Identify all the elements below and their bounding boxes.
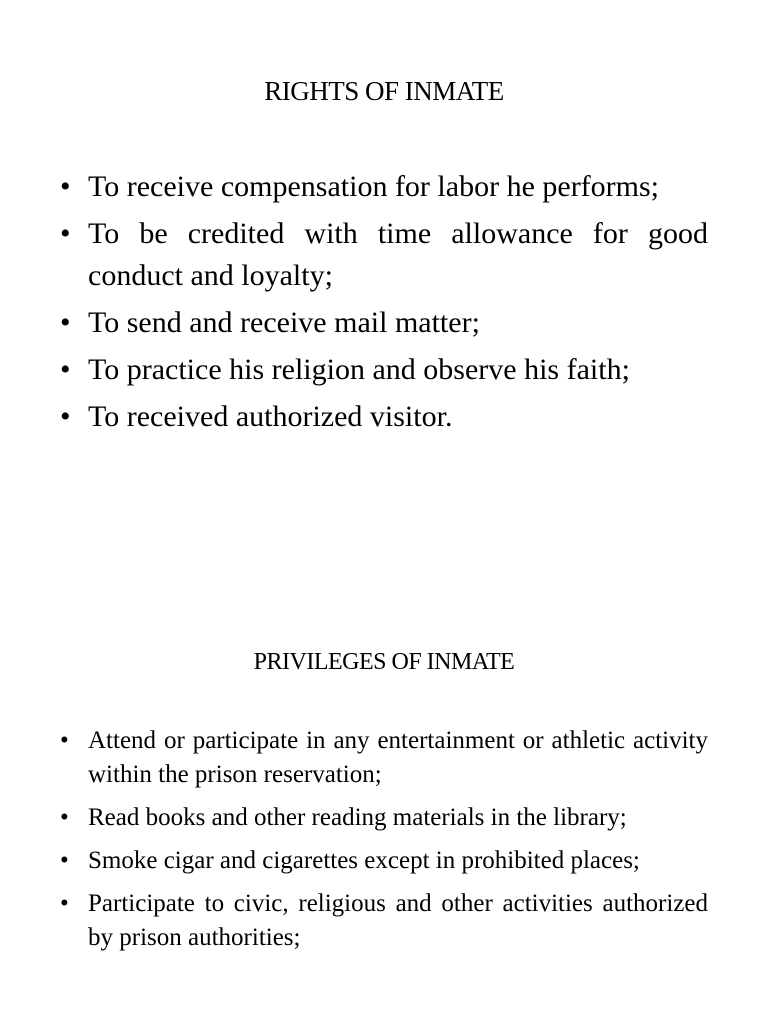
bullet-icon: • xyxy=(60,890,69,917)
bullet-icon: • xyxy=(60,306,71,339)
privileges-item-text: Attend or participate in any entertainment or athletic activity within the prison reservation; xyxy=(88,727,708,788)
rights-item-text: To received authorized visitor. xyxy=(88,400,453,433)
rights-heading: RIGHTS OF INMATE xyxy=(264,76,504,106)
list-item xyxy=(60,396,708,438)
list-item xyxy=(60,801,708,835)
rights-item-text: To receive compensation for labor he performs; xyxy=(88,170,660,203)
list-item xyxy=(60,349,708,391)
privileges-item-text: Smoke cigar and cigarettes except in prohibited places; xyxy=(88,847,640,874)
rights-item-text: To send and receive mail matter; xyxy=(88,306,480,339)
bullet-icon: • xyxy=(60,804,69,831)
rights-item-text: To practice his religion and observe his faith; xyxy=(88,353,630,386)
rights-section xyxy=(60,74,708,443)
privileges-section xyxy=(60,646,708,964)
bullet-icon: • xyxy=(60,847,69,874)
list-item xyxy=(60,724,708,792)
bullet-icon: • xyxy=(60,217,71,250)
privileges-heading: PRIVILEGES OF INMATE xyxy=(253,649,515,675)
list-item xyxy=(60,213,708,297)
privileges-item-text: Read books and other reading materials in the library; xyxy=(88,804,627,831)
privileges-list xyxy=(60,724,708,955)
rights-item-text: To be credited with time allowance for good conduct and loyalty; xyxy=(88,217,708,292)
bullet-icon: • xyxy=(60,727,69,754)
privileges-item-text: Participate to civic, religious and other activities authorized by prison authorities; xyxy=(88,890,708,951)
rights-list xyxy=(60,166,708,438)
list-item xyxy=(60,844,708,878)
list-item xyxy=(60,166,708,208)
list-item xyxy=(60,887,708,955)
bullet-icon: • xyxy=(60,353,71,386)
bullet-icon: • xyxy=(60,400,71,433)
bullet-icon: • xyxy=(60,170,71,203)
list-item xyxy=(60,302,708,344)
